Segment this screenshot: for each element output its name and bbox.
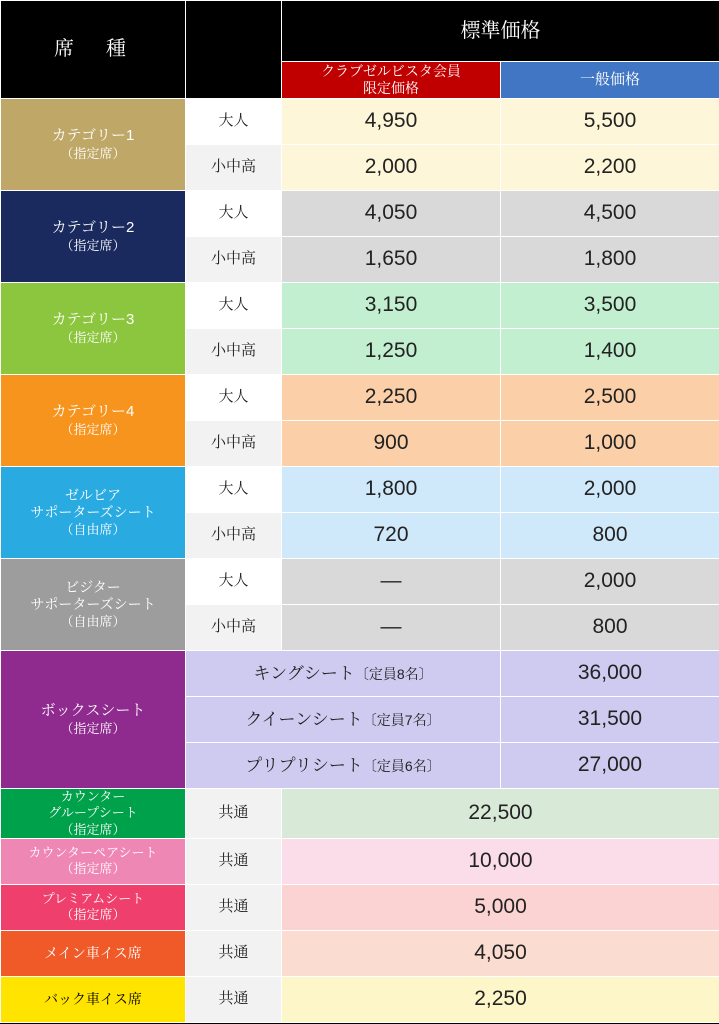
box-item-name: キングシート bbox=[253, 663, 355, 683]
seat-label-line1: カウンター bbox=[60, 789, 126, 804]
price-club: 1,800 bbox=[282, 467, 501, 513]
table-row bbox=[1, 191, 719, 237]
price-common: 2,250 bbox=[282, 976, 719, 1022]
seat-label-line2: （指定席） bbox=[60, 720, 126, 736]
seat-label-line2: サポーターズシート bbox=[30, 596, 156, 613]
price-general: 2,000 bbox=[501, 467, 719, 513]
box-item-price: 36,000 bbox=[501, 651, 719, 697]
age-child: 小中高 bbox=[186, 329, 282, 375]
box-item-note: 〔定員7名〕 bbox=[362, 711, 441, 728]
seat-label-line1: カテゴリー4 bbox=[51, 403, 135, 420]
seat-label-line3: （指定席） bbox=[60, 821, 126, 837]
seat-label-line1: カテゴリー2 bbox=[51, 219, 135, 236]
age-adult: 大人 bbox=[186, 191, 282, 237]
table-row bbox=[1, 838, 719, 884]
seat-visitor-supporters bbox=[1, 559, 186, 651]
seat-label-line2: サポーターズシート bbox=[30, 504, 156, 521]
price-general: 2,200 bbox=[501, 145, 719, 191]
box-item-note: 〔定員6名〕 bbox=[362, 757, 441, 774]
box-item-label bbox=[186, 697, 501, 743]
price-general: 3,500 bbox=[501, 283, 719, 329]
box-item-note: 〔定員8名〕 bbox=[354, 665, 433, 682]
seat-label-line1: カウンターペアシート bbox=[28, 845, 158, 860]
seat-box bbox=[1, 651, 186, 789]
price-common: 4,050 bbox=[282, 930, 719, 976]
seat-label-line2: （指定席） bbox=[60, 421, 126, 437]
price-general: 4,500 bbox=[501, 191, 719, 237]
age-common: 共通 bbox=[186, 930, 282, 976]
box-item-label bbox=[186, 743, 501, 789]
age-common: 共通 bbox=[186, 976, 282, 1022]
seat-category-4 bbox=[1, 375, 186, 467]
price-general: 2,500 bbox=[501, 375, 719, 421]
price-general: 800 bbox=[501, 513, 719, 559]
header-club-price-line1: クラブゼルビスタ会員 bbox=[321, 62, 461, 79]
age-common: 共通 bbox=[186, 789, 282, 839]
price-general: 1,800 bbox=[501, 237, 719, 283]
seat-label-line1: バック車イス席 bbox=[44, 990, 142, 1007]
header-spacer bbox=[186, 1, 282, 99]
seat-label-line1: カテゴリー1 bbox=[51, 127, 135, 144]
price-general: 1,000 bbox=[501, 421, 719, 467]
price-general: 5,500 bbox=[501, 99, 719, 145]
table-row bbox=[1, 976, 719, 1022]
age-common: 共通 bbox=[186, 884, 282, 930]
box-item-name: クイーンシート bbox=[245, 709, 363, 729]
seat-label-line2: （指定席） bbox=[60, 861, 126, 877]
age-child: 小中高 bbox=[186, 513, 282, 559]
header-seat-type: 席 種 bbox=[1, 1, 186, 99]
price-general: 2,000 bbox=[501, 559, 719, 605]
price-club: 1,650 bbox=[282, 237, 501, 283]
header-standard-price: 標準価格 bbox=[282, 1, 719, 62]
table-row bbox=[1, 930, 719, 976]
seat-premium bbox=[1, 884, 186, 930]
table-header-row-1 bbox=[1, 1, 719, 62]
price-common: 10,000 bbox=[282, 838, 719, 884]
seat-label-line1: メイン車イス席 bbox=[44, 944, 142, 961]
seat-label-line1: ビジター bbox=[65, 578, 121, 595]
table-row bbox=[1, 283, 719, 329]
table-row bbox=[1, 789, 719, 839]
age-adult: 大人 bbox=[186, 283, 282, 329]
age-adult: 大人 bbox=[186, 375, 282, 421]
price-club: — bbox=[282, 559, 501, 605]
seat-category-2 bbox=[1, 191, 186, 283]
seat-label-line2: （指定席） bbox=[60, 329, 126, 345]
age-adult: 大人 bbox=[186, 559, 282, 605]
price-club: 3,150 bbox=[282, 283, 501, 329]
age-adult: 大人 bbox=[186, 99, 282, 145]
age-common: 共通 bbox=[186, 838, 282, 884]
seat-label-line1: プレミアムシート bbox=[41, 891, 145, 906]
price-club: 1,250 bbox=[282, 329, 501, 375]
seat-label-line2: （指定席） bbox=[60, 907, 126, 923]
box-item-price: 31,500 bbox=[501, 697, 719, 743]
age-child: 小中高 bbox=[186, 145, 282, 191]
header-general-price: 一般価格 bbox=[501, 62, 719, 99]
seat-label-line3: （自由席） bbox=[60, 521, 126, 537]
price-general: 1,400 bbox=[501, 329, 719, 375]
seat-label-line1: ボックスシート bbox=[40, 702, 146, 719]
table-row bbox=[1, 375, 719, 421]
table-row bbox=[1, 884, 719, 930]
price-club: 2,000 bbox=[282, 145, 501, 191]
table-row bbox=[1, 467, 719, 513]
table-row bbox=[1, 99, 719, 145]
price-common: 22,500 bbox=[282, 789, 719, 839]
seat-counter-group bbox=[1, 789, 186, 839]
age-child: 小中高 bbox=[186, 421, 282, 467]
price-club: 4,950 bbox=[282, 99, 501, 145]
seat-label-line1: カテゴリー3 bbox=[51, 311, 135, 328]
box-item-name: プリプリシート bbox=[245, 755, 363, 775]
seat-label-line2: グループシート bbox=[48, 805, 138, 821]
seat-category-3 bbox=[1, 283, 186, 375]
seat-back-wheelchair bbox=[1, 976, 186, 1022]
seat-main-wheelchair bbox=[1, 930, 186, 976]
seat-category-1 bbox=[1, 99, 186, 191]
header-club-price bbox=[282, 62, 501, 99]
seat-label-line2: （指定席） bbox=[60, 237, 126, 253]
price-club: 720 bbox=[282, 513, 501, 559]
age-adult: 大人 bbox=[186, 467, 282, 513]
price-club: 900 bbox=[282, 421, 501, 467]
header-club-price-line2: 限定価格 bbox=[363, 80, 419, 96]
table-row bbox=[1, 559, 719, 605]
box-item-label bbox=[186, 651, 501, 697]
seat-label-line2: （指定席） bbox=[60, 145, 126, 161]
price-common: 5,000 bbox=[282, 884, 719, 930]
seat-label-line1: ゼルビア bbox=[65, 486, 121, 503]
table-row bbox=[1, 651, 719, 697]
price-general: 800 bbox=[501, 605, 719, 651]
age-child: 小中高 bbox=[186, 237, 282, 283]
seat-zelvia-supporters bbox=[1, 467, 186, 559]
price-club: 4,050 bbox=[282, 191, 501, 237]
price-club: — bbox=[282, 605, 501, 651]
box-item-price: 27,000 bbox=[501, 743, 719, 789]
age-child: 小中高 bbox=[186, 605, 282, 651]
price-club: 2,250 bbox=[282, 375, 501, 421]
seat-label-line3: （自由席） bbox=[60, 613, 126, 629]
seat-counter-pair bbox=[1, 838, 186, 884]
